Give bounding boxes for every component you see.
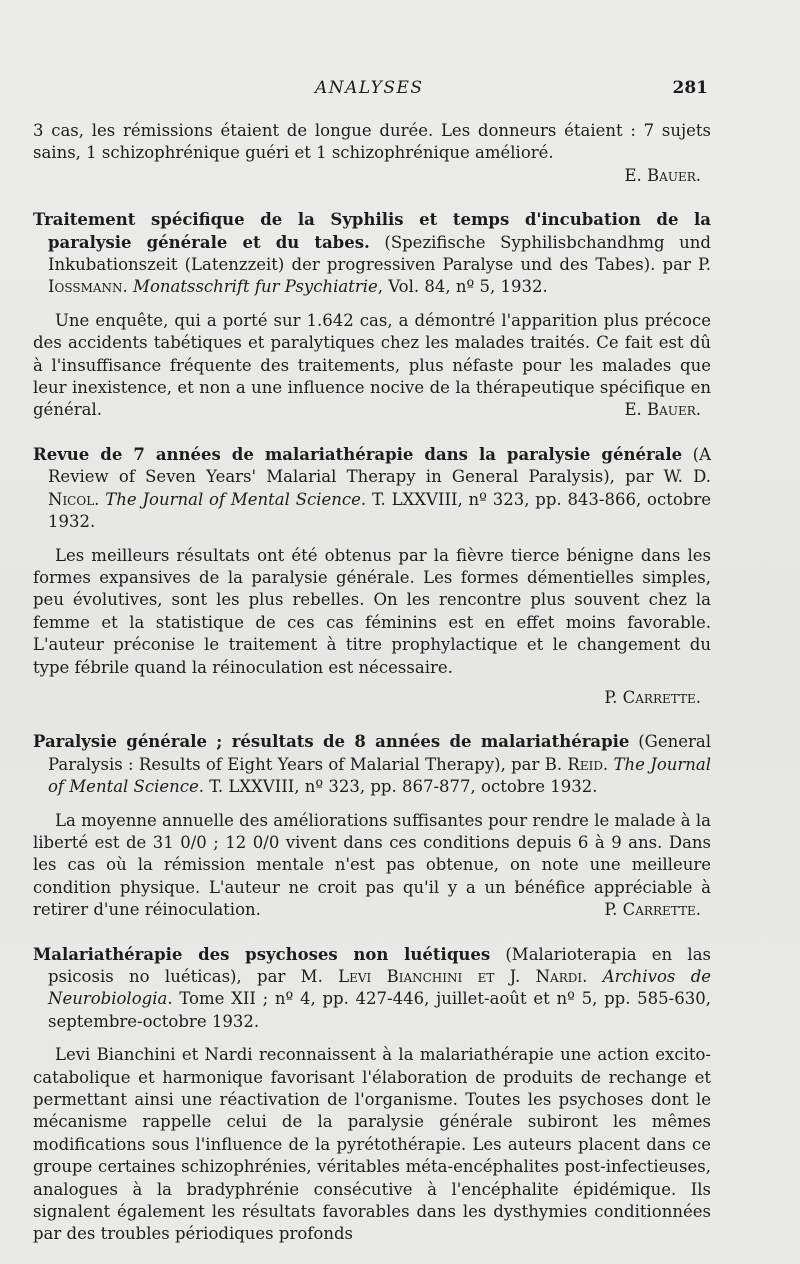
review-1-text: Une enquête, qui a porté sur 1.642 cas, a démontré l'apparition plus précoce des accidents tabétiques et paralytiques chez les malades traités. Ce fait est dû à l'insuffisance fréquente des traitements, plus néfaste pour les malades que leur inexistence, et non a une influence nocive de la thérapeutique spécifique en général. E. Bauer. (33, 310, 711, 422)
review-1-reference: , Vol. 84, nº 5, 1932. (377, 277, 548, 297)
previous-review-text: 3 cas, les rémissions étaient de longue durée. Les donneurs étaient : 7 sujets sains, 1 schizophrénique guéri et 1 schizophrénique amélioré. (33, 121, 711, 163)
review-2-original-title: (A Review of Seven Years' Malarial Therapy in General Paralysis), par (48, 444, 711, 487)
review-3-journal: The Journal of Mental Science (48, 754, 712, 797)
review-3-citation (33, 731, 711, 798)
review-1-signature: E. Bauer. (624, 400, 701, 420)
review-4-original-title: (Malarioterapia en las psicosis no luéticas), par (48, 944, 711, 986)
review-3-author: B. Reid. (544, 754, 609, 774)
review-3-original-title: (General Paralysis : Results of Eight Years of Malarial Therapy), par (48, 732, 711, 774)
review-4-title: Malariathérapie des psychoses non luétiques (33, 944, 491, 964)
review-2-citation (33, 444, 711, 534)
review-2-author: W. D. Nicol. (48, 467, 711, 509)
page-number: 281 (672, 78, 708, 98)
review-2-text: Les meilleurs résultats ont été obtenus par la fièvre tierce bénigne dans les formes expansives de la paralysie générale. Les formes démentielles simples, peu évolutives, sont les plus rebelles. On les rencontre plus souvent chez la femme et la statistique de ces cas féminins est en effet moins favorable. L'auteur préconise le traitement à titre prophylactique et le changement du type fébrile quand la réinoculation est nécessaire. (33, 545, 711, 677)
review-4-reference: . Tome XII ; nº 4, pp. 427-446, juillet-août et nº 5, pp. 585-630, septembre-octobre 1932. (48, 989, 711, 1031)
review-2-title: Revue de 7 années de malariathérapie dans la paralysie générale (33, 444, 683, 464)
review-3-reference: . T. LXXVIII, nº 323, pp. 867-877, octobre 1932. (198, 777, 598, 797)
review-3-title: Paralysie générale ; résultats de 8 années de malariathérapie (33, 732, 630, 752)
review-4-citation (33, 944, 711, 1034)
previous-review-signature: E. Bauer. (624, 165, 701, 185)
review-4-journal: Archivos de Neurobiologia (48, 967, 712, 1009)
review-1-citation (33, 209, 711, 299)
review-4-author: M. Levi Bianchini et J. Nardi. (300, 967, 588, 986)
review-1-title: Traitement spécifique de la Syphilis et temps d'incubation de la paralysie générale et du tabes. (33, 210, 711, 252)
review-1-original-title: (Spezifische Syphilisbchandhmg und Inkubationszeit (Latenzzeit) der progressiven Paralyse und des Tabes). par (48, 232, 711, 275)
review-1-journal: Monatsschrift fur Psychiatrie (133, 277, 378, 297)
review-2-signature: P. Carrette. (604, 687, 701, 707)
review-4-text: Levi Bianchini et Nardi reconnaissent à la malariathérapie une action excito-catabolique et harmonique favorisant l'élaboration de produits de rechange et permettant ainsi une réactivation de l'organisme. Toutes les psychoses dont le mécanisme rappelle celui de la paralysie générale subiront les mêmes modifications sous l'influence de la pyrétothérapie. Les auteurs placent dans ce groupe certaines schizophrénies, véritables méta-encéphalites post-infectieuses, analogues à la bradyphrénie consécutive à l'encéphalite épidémique. Ils signalent également les résultats favorables dans les dysthymies conditionnées par des troubles périodiques profonds (33, 1045, 711, 1244)
review-2-reference: . T. LXXVIII, nº 323, pp. 843-866, octobre 1932. (48, 489, 711, 532)
review-2-journal: The Journal of Mental Science (105, 489, 361, 509)
review-3-signature: P. Carrette. (604, 900, 701, 920)
running-title: ANALYSES (315, 78, 424, 98)
page-body (33, 120, 711, 1246)
page-header (0, 78, 800, 102)
review-3-text: La moyenne annuelle des améliorations suffisantes pour rendre le malade à la liberté est de 31 0/0 ; 12 0/0 vivent dans ces conditions depuis 6 à 9 ans. Dans les cas où la rémission mentale n'est pas obtenue, on note une meilleure condition physique. L'auteur ne croit pas qu'il y a un bénéfice appréciable à retirer d'une réinoculation. P. Carrette. (33, 810, 711, 922)
review-1-author: P. Iossmann. (48, 255, 711, 297)
